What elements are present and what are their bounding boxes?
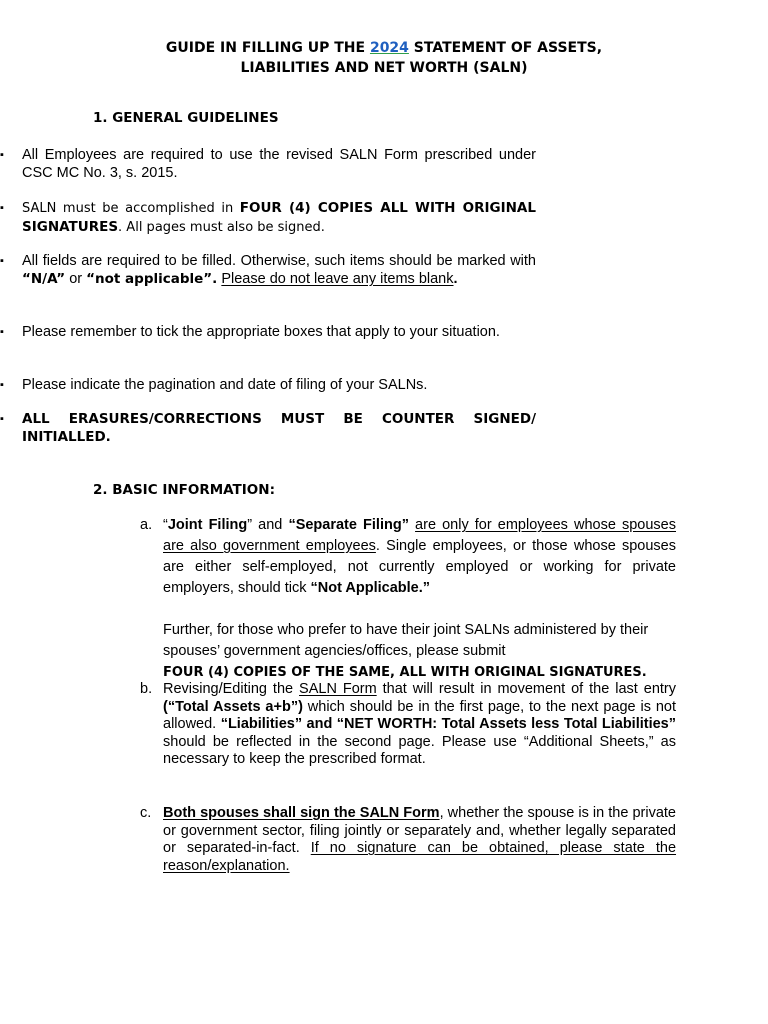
section-heading-general-guidelines: 1. GENERAL GUIDELINES bbox=[93, 110, 279, 126]
list-item-b: b. Revising/Editing the SALN Form that will result in movement of the last entry (“Total Assets a+b”) which should be in the first page, to the next page is not allowed. “Liabilities” and “NET WORTH: Total Assets less Total Liabilities” should be reflected in the second page. Please use “Additional Sheets,” as necessary to keep the prescribed format. bbox=[140, 681, 677, 767]
title-line-1: GUIDE IN FILLING UP THE 2024 STATEMENT OF ASSETS, bbox=[165, 40, 603, 56]
guideline-item: ▪ Please indicate the pagination and date of filing of your SALNs. bbox=[0, 377, 428, 393]
bullet-square-icon: ▪ bbox=[0, 149, 4, 161]
section-heading-basic-information: 2. BASIC INFORMATION: bbox=[93, 482, 275, 498]
guideline-item: ▪ SALN must be accomplished in FOUR (4) COPIES ALL WITH ORIGINAL SIGNATURES. All pages must also be signed. bbox=[0, 200, 536, 235]
list-item-a-note: FOUR (4) COPIES OF THE SAME, ALL WITH ORIGINAL SIGNATURES. bbox=[163, 665, 647, 680]
document-title bbox=[60, 38, 708, 78]
list-item-a-continued: Further, for those who prefer to have their joint SALNs administered by their spouses’ government agencies/offices, please submit bbox=[163, 622, 649, 659]
title-line-2: LIABILITIES AND NET WORTH (SALN) bbox=[240, 60, 528, 76]
bullet-square-icon: ▪ bbox=[0, 413, 4, 425]
bullet-square-icon: ▪ bbox=[0, 326, 4, 338]
guideline-item: ▪ All fields are required to be filled. Otherwise, such items should be marked with “N/A” or “not applicable”. Please do not leave any items blank. bbox=[0, 253, 536, 287]
list-item-a: a. “Joint Filing” and “Separate Filing” are only for employees whose spouses are also government employees. Single employees, or those whose spouses are either self-employed, not currently employed or working for private employers, should tick “Not Applicable.” bbox=[140, 517, 676, 596]
guideline-item: ▪ All Employees are required to use the revised SALN Form prescribed under CSC MC No. 3, s. 2015. bbox=[0, 147, 536, 181]
bullet-square-icon: ▪ bbox=[0, 202, 4, 214]
guideline-item: ▪ Please remember to tick the appropriate boxes that apply to your situation. bbox=[0, 324, 500, 340]
list-item-c: c. Both spouses shall sign the SALN Form, whether the spouse is in the private or government sector, filing jointly or separately and, whether legally separated or separated-in-fact. If no signature can be obtained, please state the reason/explanation. bbox=[140, 805, 677, 874]
bullet-square-icon: ▪ bbox=[0, 255, 4, 267]
guideline-item: ▪ ALL ERASURES/CORRECTIONS MUST BE COUNTER SIGNED/ INITIALLED. bbox=[0, 411, 536, 445]
title-year: 2024 bbox=[369, 40, 409, 56]
bullet-square-icon: ▪ bbox=[0, 379, 4, 391]
